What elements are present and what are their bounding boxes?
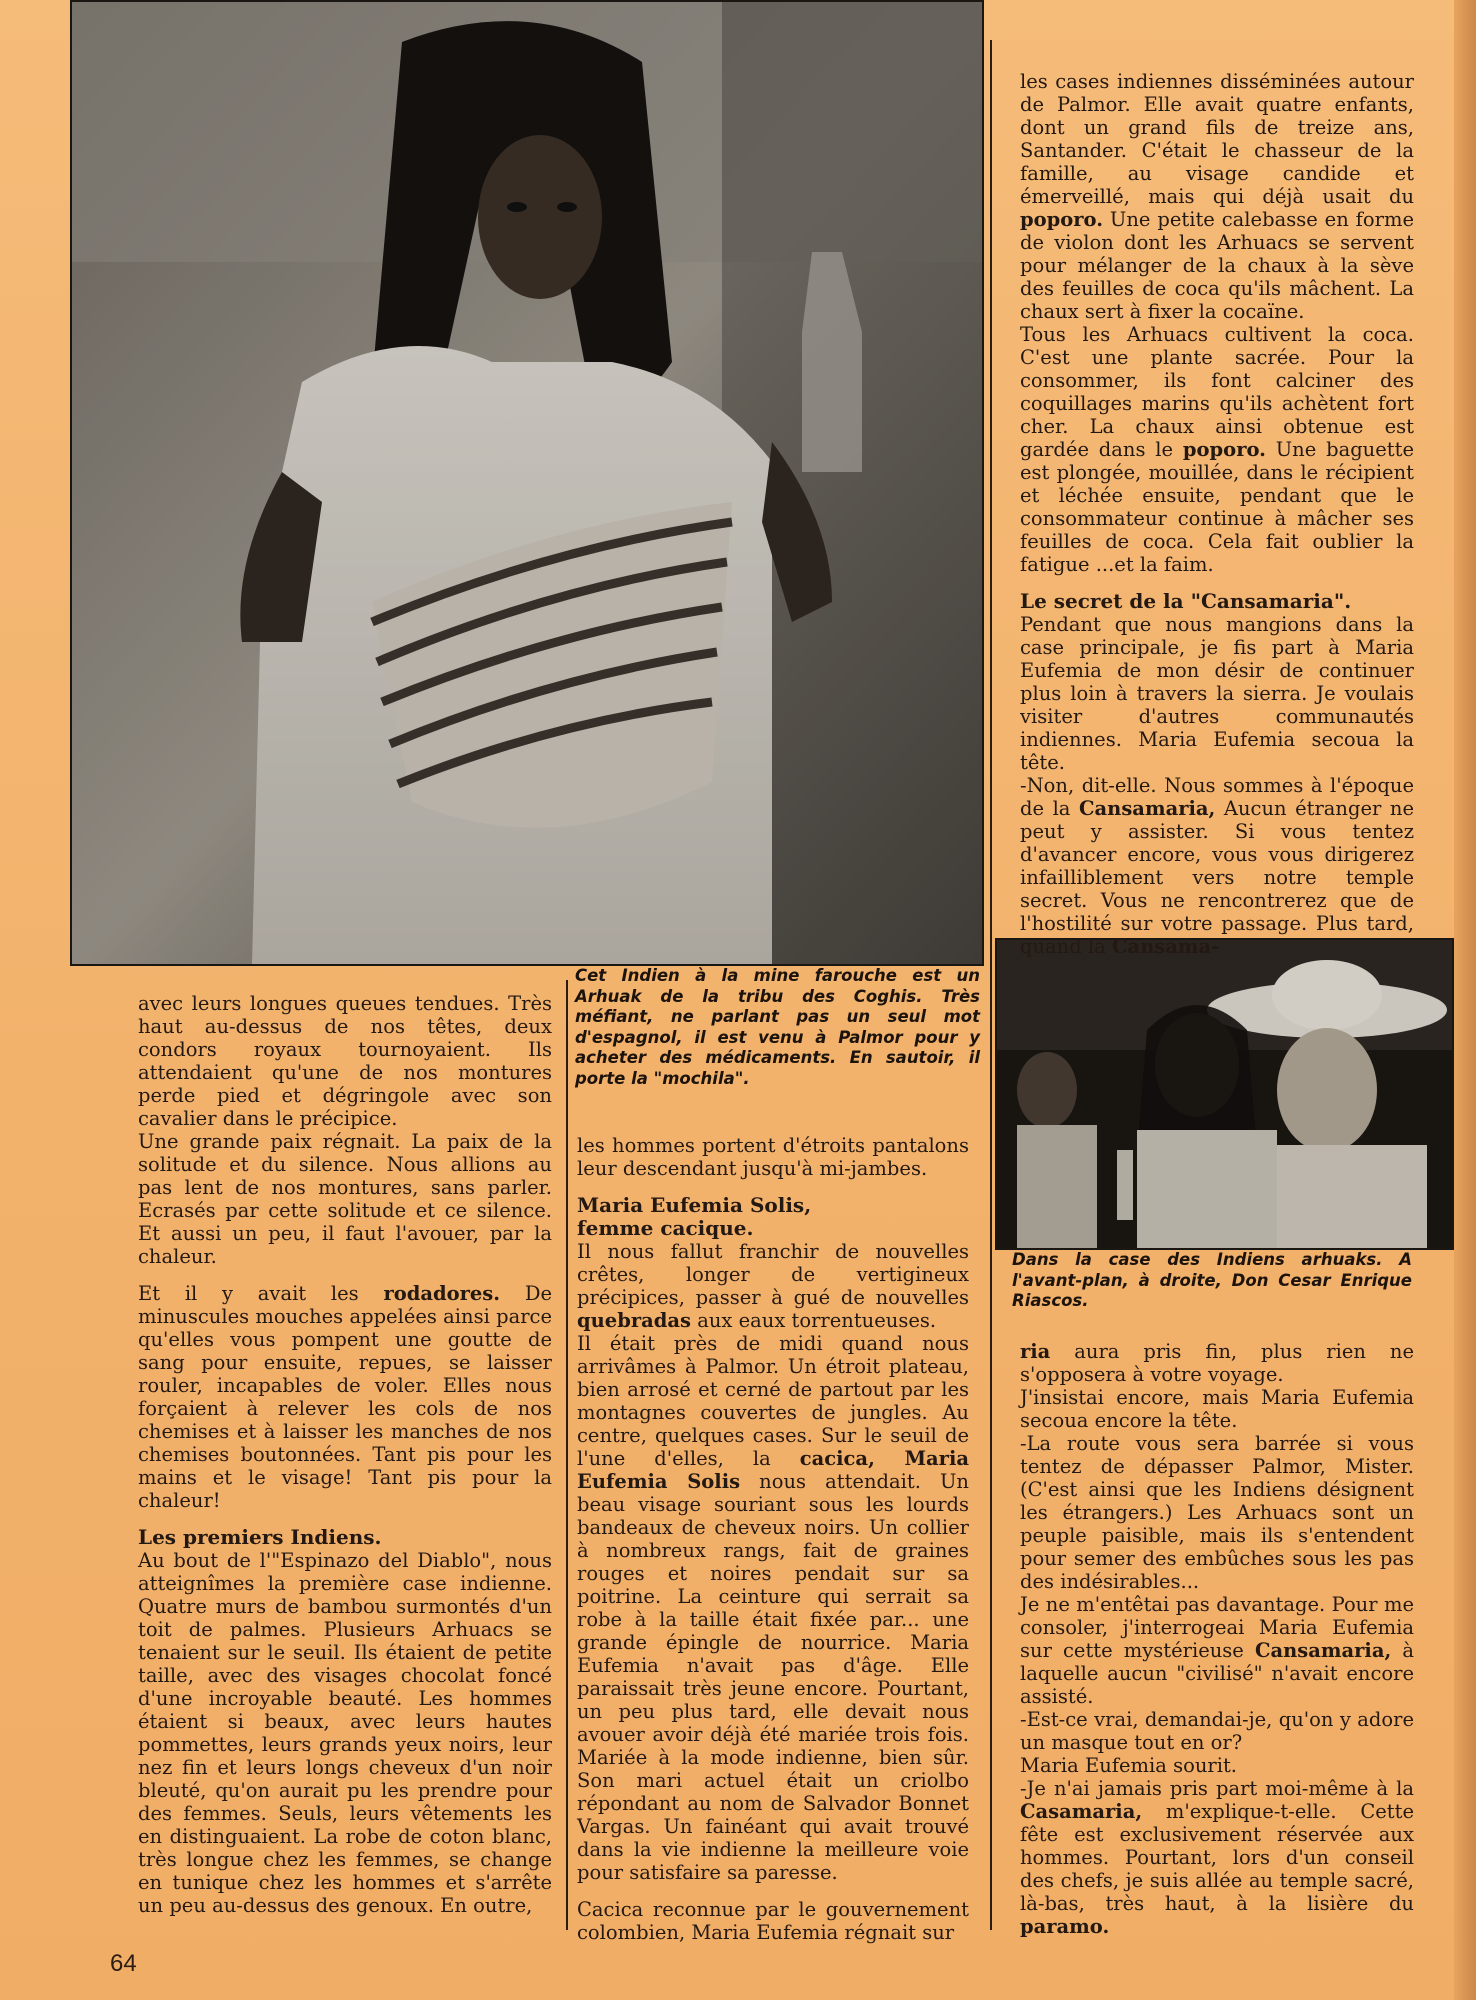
right-bottom-paragraph-6: Maria Eufemia sourit. [1020,1754,1237,1777]
column-rule-left [566,980,568,1930]
hut-photo-image [997,940,1452,1248]
right-heading: Le secret de la "Cansamaria". [1020,589,1352,613]
middle-heading-line-1: Maria Eufemia Solis, [577,1193,812,1217]
middle-paragraph-1: les hommes portent d'étroits pantalons leur descendant jusqu'à mi-jambes. [577,1134,969,1180]
right-paragraph-4: -Non, dit-elle. Nous sommes à l'époque de la Cansamaria, Aucun étranger ne peut y assister. Si vous tentez d'avancer encore, vous vous dirigerez infailliblement vers notre temple secret. Vous ne rencontrerez que de l'hostilité sur votre passage. Plus tard, quand la Cansama- [1020,774,1414,958]
portrait-photo [70,0,984,966]
portrait-caption: Cet Indien à la mine farouche est un Arhuak de la tribu des Coghis. Très méfiant, ne parlant pas un seul mot d'espagnol, il est venu à Palmor pour y acheter des médicaments. En sautoir, il porte la "mochila". [575,966,980,1088]
right-paragraph-1: les cases indiennes disséminées autour de Palmor. Elle avait quatre enfants, dont un grand fils de treize ans, Santander. C'était le chasseur de la famille, au visage candide et émerveillé, mais qui déjà usait du poporo. Une petite calebasse en forme de violon dont les Arhuacs se servent pour mélanger de la chaux à la sève des feuilles de coca qu'ils mâchent. La chaux sert à fixer la cocaïne. [1020,70,1414,323]
right-bottom-paragraph-3: -La route vous sera barrée si vous tentez de dépasser Palmor, Mister. (C'est ainsi que les Indiens désignent les étrangers.) Les Arhuacs sont un peuple paisible, mais ils s'entendent pour semer des embûches sous les pas des indésirables... [1020,1432,1414,1593]
hut-photo [995,938,1454,1250]
left-paragraph-1: avec leurs longues queues tendues. Très haut au-dessus de nos têtes, deux condors royaux tournoyaient. Ils attendaient qu'une de nos montures perde pied et dégringole avec son cavalier dans le précipice. [138,992,552,1130]
page-edge [1454,0,1476,2000]
right-bottom-paragraph-5: -Est-ce vrai, demandai-je, qu'on y adore un masque tout en or? [1020,1708,1414,1754]
middle-heading-line-2: femme cacique. [577,1216,754,1240]
middle-column [577,1134,969,1944]
left-heading: Les premiers Indiens. [138,1525,382,1549]
left-column [138,992,552,1917]
left-paragraph-4: Au bout de l'"Espinazo del Diablo", nous atteignîmes la première case indienne. Quatre murs de bambou surmontés d'un toit de palmes. Plusieurs Arhuacs se tenaient sur le seuil. Ils étaient de petite taille, avec des visages chocolat foncé d'une incroyable beauté. Les hommes étaient si beaux, avec leurs hautes pommettes, leurs grands yeux noirs, leur nez fin et leurs longs cheveux d'un noir bleuté, qu'on aurait pu les prendre pour des femmes. Seuls, leurs vêtements les en distinguaient. La robe de coton blanc, très longue chez les femmes, se change en tunique chez les hommes et s'arrête un peu au-dessus des genoux. En outre, [138,1549,552,1917]
right-bottom-paragraph-7: -Je n'ai jamais pris part moi-même à la Casamaria, m'explique-t-elle. Cette fête est exclusivement réservée aux hommes. Pourtant, lors d'un conseil des chefs, je suis allée au temple sacré, là-bas, très haut, à la lisière du paramo. [1020,1777,1414,1938]
right-bottom-paragraph-4: Je ne m'entêtai pas davantage. Pour me consoler, j'interrogeai Maria Eufemia sur cette mystérieuse Cansamaria, à laquelle aucun "civilisé" n'avait encore assisté. [1020,1593,1414,1708]
right-bottom-paragraph-1: ria aura pris fin, plus rien ne s'opposera à votre voyage. [1020,1340,1414,1386]
right-column-top [1020,70,1414,958]
left-paragraph-2: Une grande paix régnait. La paix de la solitude et du silence. Nous allions au pas lent de nos montures, sans parler. Ecrasés par cette solitude et ce silence. Et aussi un peu, il faut l'avouer, par la chaleur. [138,1130,552,1268]
right-paragraph-2: Tous les Arhuacs cultivent la coca. C'est une plante sacrée. Pour la consommer, ils font calciner des coquillages marins qu'ils achètent fort cher. La chaux ainsi obtenue est gardée dans le poporo. Une baguette est plongée, mouillée, dans le récipient et léchée ensuite, pendant que le consommateur continue à mâcher ses feuilles de coca. Cela fait oublier la fatigue ...et la faim. [1020,323,1414,576]
column-rule-right [990,40,992,1930]
middle-paragraph-4: Cacica reconnue par le gouvernement colombien, Maria Eufemia régnait sur [577,1898,969,1944]
right-column-bottom [1020,1340,1414,1938]
middle-paragraph-2: Il nous fallut franchir de nouvelles crêtes, longer de vertigineux précipices, passer à gué de nouvelles quebradas aux eaux torrentueuses. [577,1240,969,1332]
page-number: 64 [110,1950,137,1977]
middle-paragraph-3: Il était près de midi quand nous arrivâmes à Palmor. Un étroit plateau, bien arrosé et cerné de partout par les montagnes couvertes de jungles. Au centre, quelques cases. Sur le seuil de l'une d'elles, la cacica, Maria Eufemia Solis nous attendait. Un beau visage souriant sous les lourds bandeaux de cheveux noirs. Un collier à nombreux rangs, fait de graines rouges et noires pendait sur sa poitrine. La ceinture qui serrait sa robe à la taille était fixée par... une grande épingle de nourrice. Maria Eufemia n'avait pas d'âge. Elle paraissait très jeune encore. Pourtant, un peu plus tard, elle devait nous avouer avoir déjà été mariée trois fois. Mariée à la mode indienne, bien sûr. Son mari actuel était un criolbo répondant au nom de Salvador Bonnet Vargas. Un fainéant qui avait trouvé dans la vie indienne la meilleure voie pour satisfaire sa paresse. [577,1332,969,1884]
right-paragraph-3: Pendant que nous mangions dans la case principale, je fis part à Maria Eufemia de mon désir de continuer plus loin à travers la sierra. Je voulais visiter d'autres communautés indiennes. Maria Eufemia secoua la tête. [1020,613,1414,774]
portrait-photo-image [72,2,982,964]
right-bottom-paragraph-2: J'insistai encore, mais Maria Eufemia secoua encore la tête. [1020,1386,1414,1432]
hut-caption: Dans la case des Indiens arhuaks. A l'avant-plan, à droite, Don Cesar Enrique Riascos. [1012,1250,1412,1310]
left-paragraph-3: Et il y avait les rodadores. De minuscules mouches appelées ainsi parce qu'elles vous pompent une goutte de sang pour ensuite, repues, se laisser rouler, incapables de voler. Elles nous forçaient à relever les cols de nos chemises et à laisser les manches de nos chemises boutonnées. Tant pis pour les mains et le visage! Tant pis pour la chaleur! [138,1282,553,1512]
